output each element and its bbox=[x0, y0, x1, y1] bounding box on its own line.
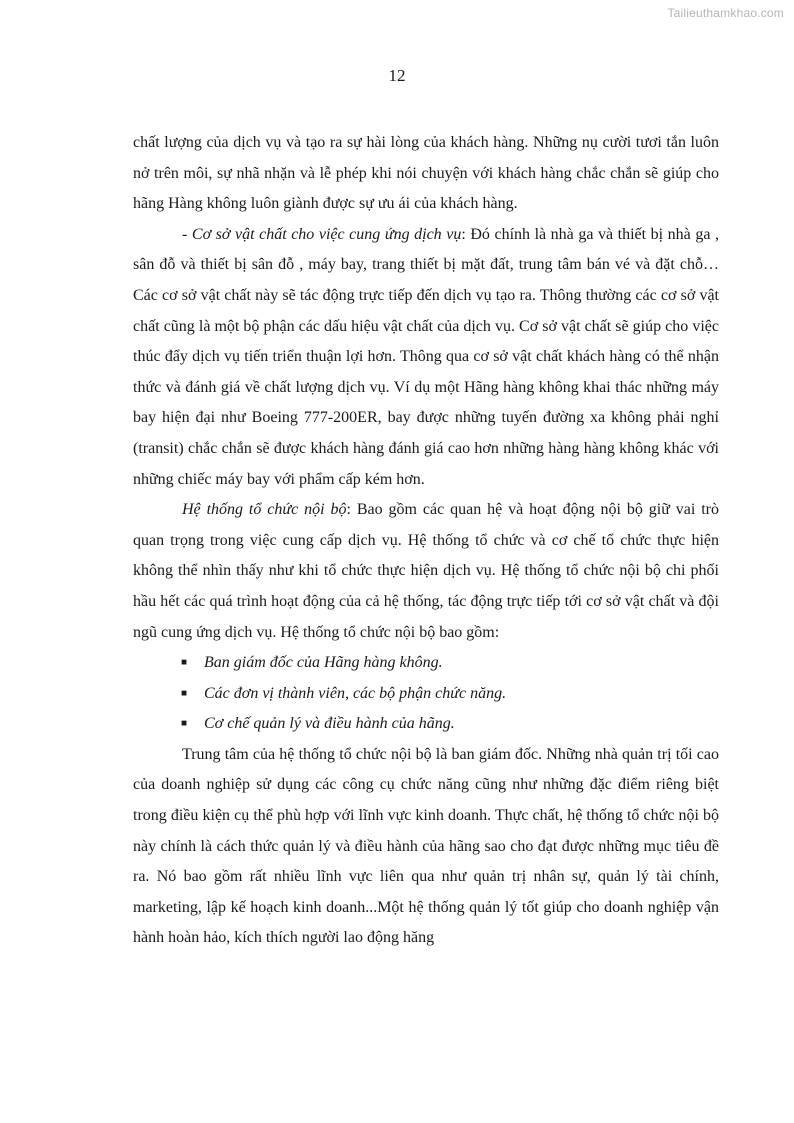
bullet-text: Ban giám đốc của Hãng hàng không. bbox=[204, 654, 443, 672]
paragraph-3-term: Hệ thống tổ chức nội bộ bbox=[182, 501, 347, 519]
bullet-list bbox=[133, 648, 719, 740]
paragraph-1: chất lượng của dịch vụ và tạo ra sự hài lòng của khách hàng. Những nụ cười tươi tắn luôn nở trên môi, sự nhã nhặn và lễ phép khi nói chuyện với khách hàng chắc chắn sẽ giúp cho hãng Hàng không luôn giành được sự ưu ái của khách hàng. bbox=[133, 134, 719, 213]
bullet-square-icon: ■ bbox=[181, 657, 188, 669]
paragraph-4: Trung tâm của hệ thống tổ chức nội bộ là ban giám đốc. Những nhà quản trị tối cao của doanh nghiệp sử dụng các công cụ chức năng cũng như những đặc điểm riêng biệt trong điều kiện cụ thể phù hợp với lĩnh vực kinh doanh. Thực chất, hệ thống tổ chức nội bộ này chính là cách thức quản lý và điều hành của hãng sao cho đạt được những mục tiêu đề ra. Nó bao gồm rất nhiều lĩnh vực liên qua như quản trị nhân sự, quản lý tài chính, marketing, lập kế hoạch kinh doanh...Một hệ thống quản lý tốt giúp cho doanh nghiệp vận hành hoàn hảo, kích thích người lao động hăng bbox=[133, 745, 719, 947]
bullet-item bbox=[133, 648, 719, 679]
paragraph-2-prefix: - bbox=[182, 225, 192, 243]
paragraph-3 bbox=[133, 495, 719, 648]
paragraph-2 bbox=[133, 220, 719, 495]
paragraph-2-term: Cơ sở vật chất cho việc cung ứng dịch vụ bbox=[191, 225, 462, 243]
watermark: Tailieuthamkhao.com bbox=[667, 6, 784, 20]
bullet-text: Cơ chế quản lý và điều hành của hãng. bbox=[204, 715, 455, 733]
document-body bbox=[133, 128, 719, 954]
bullet-square-icon: ■ bbox=[181, 687, 188, 699]
paragraph-3-body: : Bao gồm các quan hệ và hoạt động nội bộ giữ vai trò quan trọng trong việc cung cấp dịch vụ. Hệ thống tổ chức và cơ chế tổ chức thực hiện không thể nhìn thấy như khi tổ chức thực hiện dịch vụ. Hệ thống tổ chức nội bộ chi phối hầu hết các quá trình hoạt động của cả hệ thống, tác động trực tiếp tới cơ sở vật chất và đội ngũ cung ứng dịch vụ. Hệ thống tổ chức nội bộ bao gồm: bbox=[133, 501, 720, 641]
bullet-text: Các đơn vị thành viên, các bộ phận chức năng. bbox=[204, 684, 507, 702]
bullet-item bbox=[133, 709, 719, 740]
page-number: 12 bbox=[388, 66, 406, 85]
bullet-item bbox=[133, 679, 719, 710]
bullet-square-icon: ■ bbox=[181, 718, 188, 730]
paragraph-2-body: : Đó chính là nhà ga và thiết bị nhà ga , sân đỗ và thiết bị sân đỗ , máy bay, trang thiết bị mặt đất, trung tâm bán vé và đặt chỗ… Các cơ sở vật chất này sẽ tác động trực tiếp đến dịch vụ tạo ra. Thông thường các cơ sở vật chất cũng là một bộ phận các dấu hiệu vật chất của dịch vụ. Cơ sở vật chất sẽ giúp cho việc thúc đẩy dịch vụ tiến triển thuận lợi hơn. Thông qua cơ sở vật chất khách hàng có thể nhận thức và đánh giá về chất lượng dịch vụ. Ví dụ một Hãng hàng không khai thác những máy bay hiện đại như Boeing 777-200ER, bay được những tuyến đường xa không phải nghỉ (transit) chắc chắn sẽ được khách hàng đánh giá cao hơn những hàng hàng không khác với những chiếc máy bay với phẩm cấp kém hơn. bbox=[133, 225, 719, 488]
